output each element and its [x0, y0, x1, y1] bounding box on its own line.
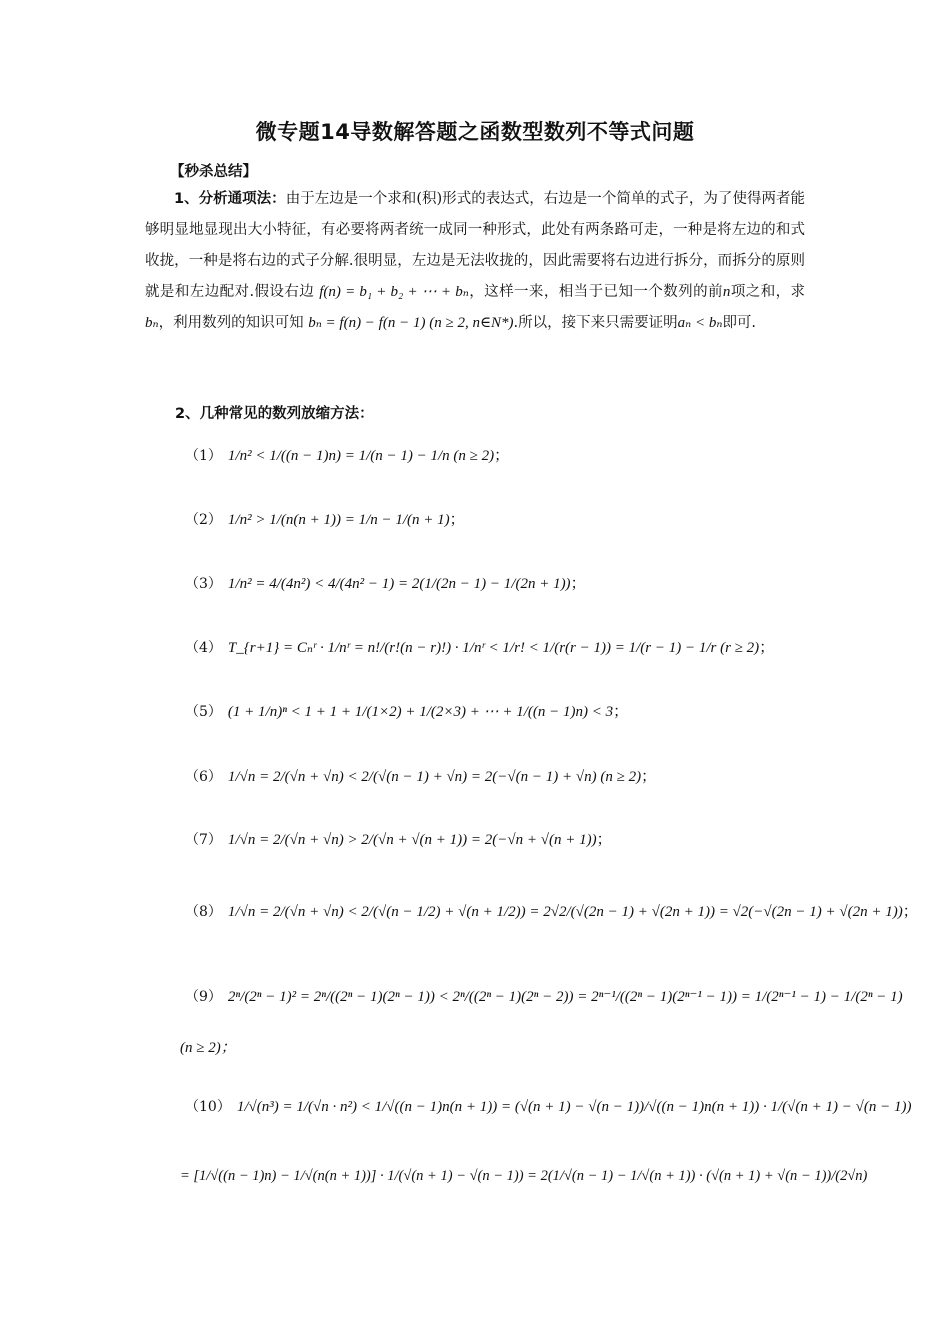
formula-expression: 1/√(n³) = 1/(√n · n²) < 1/√((n − 1)n(n + 1)) = (√(n + 1) − √(n − 1))/√((n − 1)n(n + 1)) · 1/(√(n + 1) − √(n − 1)): [236, 1099, 912, 1115]
point1-lead: 1、分析通项法：: [174, 191, 286, 207]
point1-text4: ，利用数列的知识可知: [158, 315, 304, 331]
formula-6: [185, 765, 656, 786]
point1-paragraph: [145, 184, 805, 339]
formula-10: [185, 1096, 911, 1116]
formula-5: [185, 700, 628, 721]
formula-9: [185, 986, 903, 1006]
formula-end: ；: [570, 576, 586, 592]
formula-label: （2）: [185, 512, 222, 528]
point1-text1: 由于左边是一个求和(积)形式的表达式，右边是一个简单的式子，为了使得两者能够明显地显现出大小特征，有必要将两者统一成同一种形式，此处有两条路可走，一种是将左边的和式收拢，一种是将右边的式子分解.很明显，左边是无法收拢的，因此需要将右边进行拆分，而拆分的原则就是和左边配对.假设右边: [145, 191, 805, 300]
formula-end: ；: [759, 640, 775, 656]
formula-end: ；: [596, 832, 612, 848]
formula-end: ；: [613, 704, 629, 720]
formula-expression: 1/n² < 1/((n − 1)n) = 1/(n − 1) − 1/n (n ≥ 2): [227, 448, 495, 464]
point1-text2: ，这样一来，相当于已知一个数列的前: [468, 284, 723, 300]
formula-expression: 1/√n = 2/(√n + √n) < 2/(√(n − 1/2) + √(n + 1/2)) = 2√2/(√(2n − 1) + √(2n + 1)) = √2(−√(2n − 1) + √(2n + 1)): [227, 904, 903, 920]
point1-text5: .所以，接下来只需要证明: [513, 315, 678, 331]
formula-expression: 1/√n = 2/(√n + √n) > 2/(√n + √(n + 1)) = 2(−√n + √(n + 1)): [227, 832, 597, 848]
formula-expression: 1/√n = 2/(√n + √n) < 2/(√(n − 1) + √n) = 2(−√(n − 1) + √n) (n ≥ 2): [227, 769, 642, 785]
formula-end: ；: [494, 448, 510, 464]
formula-label: （3）: [185, 576, 222, 592]
point2-heading: 2、几种常见的数列放缩方法：: [175, 406, 374, 422]
point1-var-n: n: [722, 284, 731, 300]
formula-label: （9）: [185, 989, 222, 1005]
formula-label: （1）: [185, 448, 222, 464]
formula10-continuation: = [1/√((n − 1)n) − 1/√(n(n + 1))] · 1/(√(n + 1) − √(n − 1)) = 2(1/√(n − 1) − 1/√(n + 1)) · (√(n + 1) + √(n − 1))/(2√n): [180, 1168, 868, 1184]
formula-end: ；: [641, 769, 657, 785]
point1-expr2: bₙ = f(n) − f(n − 1) (n ≥ 2, n∈N*): [308, 315, 514, 331]
formula-label: （4）: [185, 640, 222, 656]
formula-end: ；: [902, 904, 918, 920]
formula-8: [185, 900, 918, 921]
formula-expression: T_{r+1} = Cₙʳ · 1/nʳ = n!/(r!(n − r)!) · 1/nʳ < 1/r! < 1/(r(r − 1)) = 1/(r − 1) − 1/r (r ≥ 2): [227, 640, 760, 656]
formula-label: （8）: [185, 904, 222, 920]
formula9-continuation: (n ≥ 2)；: [180, 1040, 236, 1056]
formula-1: [185, 444, 509, 465]
formula-2: [185, 508, 465, 529]
formula-label: （5）: [185, 704, 222, 720]
formula-label: （10）: [185, 1099, 231, 1115]
point1-var-bn: bₙ: [145, 315, 159, 331]
formula-expression: 1/n² > 1/(n(n + 1)) = 1/n − 1/(n + 1): [227, 512, 450, 528]
formula-label: （6）: [185, 769, 222, 785]
point1-text3: 项之和，求: [730, 284, 806, 300]
formula-expression: 1/n² = 4/(4n²) < 4/(4n² − 1) = 2(1/(2n − 1) − 1/(2n + 1)): [227, 576, 571, 592]
point1-text6: 即可.: [722, 315, 757, 331]
formula-label: （7）: [185, 832, 222, 848]
page-title: 微专题14导数解答题之函数型数列不等式问题: [255, 120, 695, 144]
formula-7: [185, 828, 612, 849]
point1-expr3: aₙ < bₙ: [677, 315, 723, 331]
section-heading: 【秒杀总结】: [170, 164, 257, 180]
formula-4: [185, 636, 774, 657]
formula-expression: 2ⁿ/(2ⁿ − 1)² = 2ⁿ/((2ⁿ − 1)(2ⁿ − 1)) < 2ⁿ/((2ⁿ − 1)(2ⁿ − 2)) = 2ⁿ⁻¹/((2ⁿ − 1)(2ⁿ⁻¹ − 1)) = 1/(2ⁿ⁻¹ − 1) − 1/(2ⁿ − 1): [227, 989, 903, 1005]
formula-end: ；: [449, 512, 465, 528]
point1-expr1: f(n) = b₁ + b₂ + ⋯ + bₙ: [319, 284, 469, 300]
formula-3: [185, 572, 586, 593]
formula-expression: (1 + 1/n)ⁿ < 1 + 1 + 1/(1×2) + 1/(2×3) + ⋯ + 1/((n − 1)n) < 3: [227, 704, 614, 720]
